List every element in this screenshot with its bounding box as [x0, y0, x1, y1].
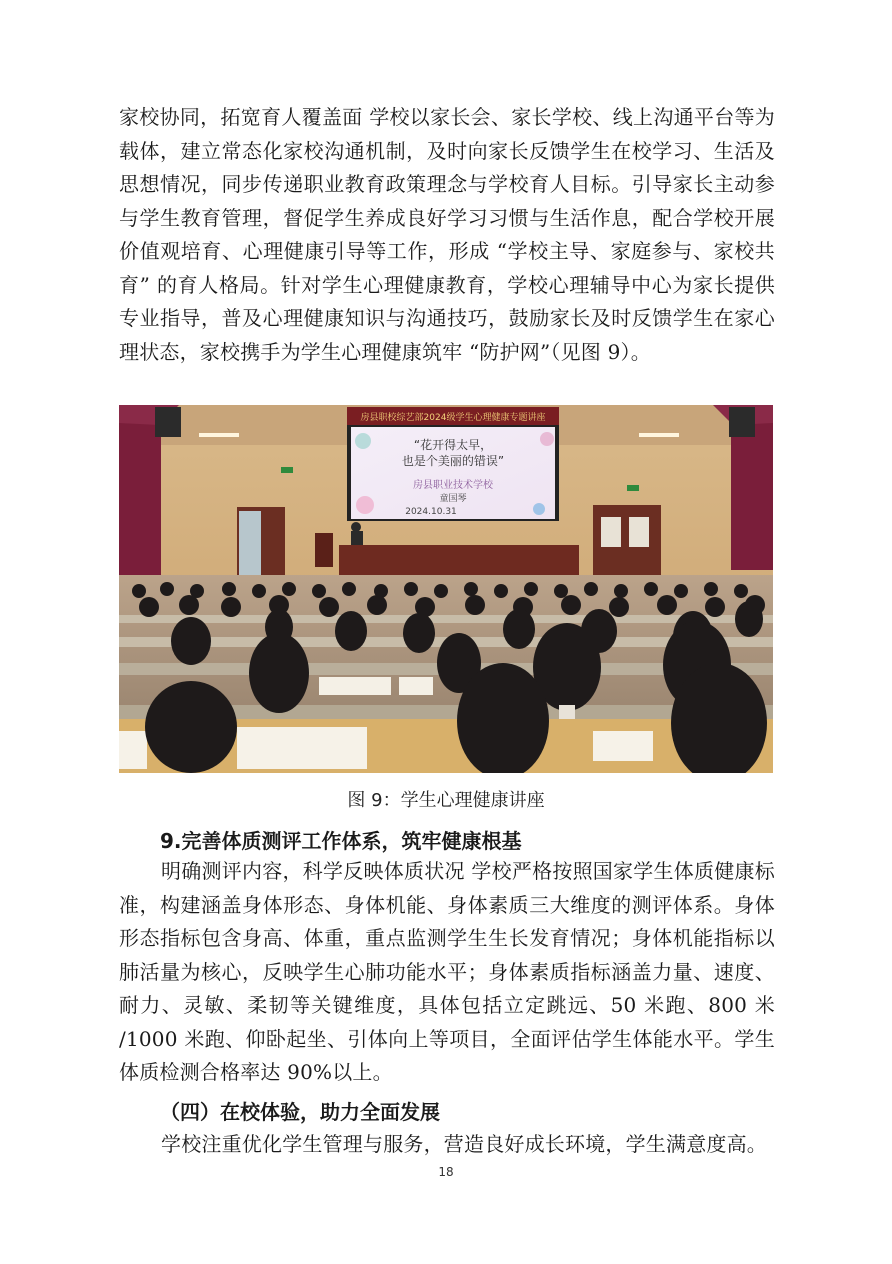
- paragraph-fitness-assessment: 明确测评内容，科学反映体质状况 学校严格按照国家学生体质健康标准，构建涵盖身体形态、身体机能、身体素质三大维度的测评体系。身体形态指标包含身高、体重，重点监测学生生长发育情况；身体机能指标以肺活量为核心，反映学生心肺功能水平；身体素质指标涵盖力量、速度、耐力、灵敏、柔韧等关键维度，具体包括立定跳远、50 米跑、800 米 /1000 米跑、仰卧起坐、引体向上等项目，全面评估学生体能水平。学生体质检测合格率达 90%以上。: [119, 859, 775, 1084]
- screen-speaker: 童国琴: [439, 494, 467, 504]
- screen-quote-line1: “花开得太早，: [413, 438, 493, 452]
- screen-school: 房县职业技术学校: [413, 480, 493, 491]
- paragraph-student-management: 学校注重优化学生管理与服务，营造良好成长环境，学生满意度高。: [161, 1132, 767, 1156]
- section-heading-campus-experience: （四）在校体验，助力全面发展: [160, 1100, 440, 1124]
- paragraph-home-school-cooperation: 家校协同，拓宽育人覆盖面 学校以家长会、家长学校、线上沟通平台等为载体，建立常态化家校沟通机制，及时向家长反馈学生在校学习、生活及思想情况，同步传递职业教育政策理念与学校育人目标。引导家长主动参与学生教育管理，督促学生养成良好学习习惯与生活作息，配合学校开展价值观培育、心理健康引导等工作，形成 “学校主导、家庭参与、家校共育” 的育人格局。针对学生心理健康教育，学校心理辅导中心为家长提供专业指导，普及心理健康知识与沟通技巧，鼓励家长及时反馈学生在家心理状态，家校携手为学生心理健康筑牢 “防护网”（见图 9）。: [119, 105, 775, 364]
- figure-caption: 图 9：学生心理健康讲座: [347, 790, 545, 811]
- lecture-photo: [119, 405, 773, 773]
- banner-text: 房县职校综艺部2024级学生心理健康专题讲座: [360, 413, 546, 423]
- lecture-hall-illustration: [119, 405, 773, 773]
- screen-quote-line2: 也是个美丽的错误”: [401, 454, 505, 468]
- page-number: 18: [438, 1165, 454, 1179]
- screen-date: 2024.10.31: [405, 507, 457, 517]
- section-heading-physical-fitness: 9.完善体质测评工作体系，筑牢健康根基: [160, 829, 522, 853]
